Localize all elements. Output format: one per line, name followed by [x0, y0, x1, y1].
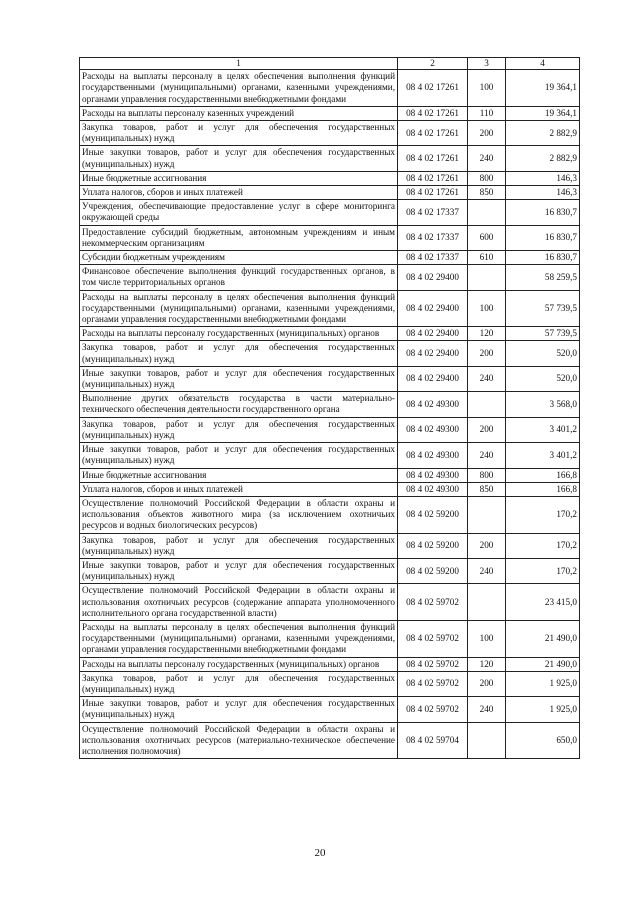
row-expense-type-cell: 120	[468, 327, 506, 341]
row-amount-cell: 21 490,0	[506, 657, 580, 671]
row-code-cell: 08 4 02 49300	[398, 482, 468, 496]
row-name-cell: Уплата налогов, сборов и иных платежей	[80, 482, 398, 496]
row-name-cell: Субсидии бюджетным учреждениям	[80, 251, 398, 265]
row-amount-cell: 16 830,7	[506, 251, 580, 265]
row-expense-type-cell: 240	[468, 558, 506, 583]
row-code-cell: 08 4 02 59200	[398, 558, 468, 583]
table-row	[80, 366, 580, 391]
budget-table-container	[79, 57, 579, 759]
row-expense-type-cell: 800	[468, 171, 506, 185]
row-expense-type-cell: 200	[468, 341, 506, 366]
row-code-cell: 08 4 02 59702	[398, 584, 468, 621]
column-header-expense-type: 3	[468, 58, 506, 70]
row-expense-type-cell: 200	[468, 533, 506, 558]
row-code-cell: 08 4 02 59702	[398, 697, 468, 722]
row-name-cell: Закупка товаров, работ и услуг для обеспечения государственных (муниципальных) нужд	[80, 341, 398, 366]
row-amount-cell: 3 401,2	[506, 417, 580, 442]
row-name-cell: Закупка товаров, работ и услуг для обеспечения государственных (муниципальных) нужд	[80, 121, 398, 146]
row-name-cell: Осуществление полномочий Российской Федерации в области охраны и использования объектов животного мира (за исключением охотничьих ресурсов и водных биологических ресурсов)	[80, 496, 398, 533]
row-amount-cell: 23 415,0	[506, 584, 580, 621]
column-header-amount: 4	[506, 58, 580, 70]
row-code-cell: 08 4 02 29400	[398, 327, 468, 341]
row-expense-type-cell	[468, 265, 506, 290]
table-body	[80, 70, 580, 759]
row-code-cell: 08 4 02 49300	[398, 468, 468, 482]
row-amount-cell: 1 925,0	[506, 671, 580, 696]
table-row	[80, 722, 580, 759]
row-code-cell: 08 4 02 17261	[398, 121, 468, 146]
row-amount-cell: 2 882,9	[506, 146, 580, 171]
row-name-cell: Иные закупки товаров, работ и услуг для обеспечения государственных (муниципальных) нужд	[80, 558, 398, 583]
budget-table	[79, 57, 580, 759]
row-amount-cell: 3 401,2	[506, 443, 580, 468]
row-code-cell: 08 4 02 29400	[398, 341, 468, 366]
row-amount-cell: 16 830,7	[506, 225, 580, 250]
row-code-cell: 08 4 02 49300	[398, 392, 468, 417]
row-name-cell: Иные закупки товаров, работ и услуг для обеспечения государственных (муниципальных) нужд	[80, 146, 398, 171]
column-header-name: 1	[80, 58, 398, 70]
row-name-cell: Осуществление полномочий Российской Федерации в области охраны и использования охотничьих ресурсов (содержание аппарата уполномоченного исполнительного органа государственной власти)	[80, 584, 398, 621]
row-code-cell: 08 4 02 29400	[398, 265, 468, 290]
row-amount-cell: 170,2	[506, 558, 580, 583]
table-row	[80, 265, 580, 290]
table-row	[80, 171, 580, 185]
row-name-cell: Иные закупки товаров, работ и услуг для обеспечения государственных (муниципальных) нужд	[80, 443, 398, 468]
row-amount-cell: 170,2	[506, 496, 580, 533]
row-amount-cell: 650,0	[506, 722, 580, 759]
row-amount-cell: 57 739,5	[506, 290, 580, 327]
row-code-cell: 08 4 02 49300	[398, 443, 468, 468]
table-row	[80, 70, 580, 107]
row-amount-cell: 58 259,5	[506, 265, 580, 290]
row-name-cell: Выполнение других обязательств государства в части материально-технического обеспечения деятельности государственного органа	[80, 392, 398, 417]
row-amount-cell: 520,0	[506, 341, 580, 366]
row-expense-type-cell	[468, 722, 506, 759]
row-code-cell: 08 4 02 59704	[398, 722, 468, 759]
row-expense-type-cell: 240	[468, 366, 506, 391]
row-amount-cell: 520,0	[506, 366, 580, 391]
table-row	[80, 671, 580, 696]
row-name-cell: Расходы на выплаты персоналу государственных (муниципальных) органов	[80, 657, 398, 671]
table-row	[80, 290, 580, 327]
row-amount-cell: 19 364,1	[506, 70, 580, 107]
row-expense-type-cell: 100	[468, 70, 506, 107]
row-expense-type-cell	[468, 496, 506, 533]
table-row	[80, 496, 580, 533]
row-name-cell: Предоставление субсидий бюджетным, автономным учреждениям и иным некоммерческим организациям	[80, 225, 398, 250]
table-row	[80, 620, 580, 657]
table-row	[80, 558, 580, 583]
table-row	[80, 200, 580, 225]
row-name-cell: Закупка товаров, работ и услуг для обеспечения государственных (муниципальных) нужд	[80, 671, 398, 696]
row-amount-cell: 57 739,5	[506, 327, 580, 341]
table-row	[80, 225, 580, 250]
row-code-cell: 08 4 02 17261	[398, 106, 468, 120]
row-code-cell: 08 4 02 59702	[398, 657, 468, 671]
row-code-cell: 08 4 02 17261	[398, 186, 468, 200]
row-name-cell: Расходы на выплаты персоналу казенных учреждений	[80, 106, 398, 120]
row-name-cell: Иные закупки товаров, работ и услуг для обеспечения государственных (муниципальных) нужд	[80, 366, 398, 391]
row-code-cell: 08 4 02 59200	[398, 533, 468, 558]
table-row	[80, 106, 580, 120]
row-name-cell: Иные бюджетные ассигнования	[80, 171, 398, 185]
table-row	[80, 186, 580, 200]
table-row	[80, 584, 580, 621]
row-code-cell: 08 4 02 59200	[398, 496, 468, 533]
row-expense-type-cell: 100	[468, 620, 506, 657]
row-expense-type-cell: 200	[468, 417, 506, 442]
row-amount-cell: 146,3	[506, 171, 580, 185]
row-name-cell: Расходы на выплаты персоналу в целях обеспечения выполнения функций государственными (муниципальными) органами, казенными учреждениями, органами управления государственными внебюджетными фондами	[80, 70, 398, 107]
row-code-cell: 08 4 02 17261	[398, 171, 468, 185]
row-amount-cell: 21 490,0	[506, 620, 580, 657]
row-amount-cell: 16 830,7	[506, 200, 580, 225]
table-header-row	[80, 58, 580, 70]
row-name-cell: Расходы на выплаты персоналу в целях обеспечения выполнения функций государственными (муниципальными) органами, казенными учреждениями, органами управления государственными внебюджетными фондами	[80, 290, 398, 327]
row-expense-type-cell: 240	[468, 443, 506, 468]
row-expense-type-cell: 240	[468, 146, 506, 171]
table-row	[80, 657, 580, 671]
column-header-code: 2	[398, 58, 468, 70]
row-amount-cell: 3 568,0	[506, 392, 580, 417]
row-code-cell: 08 4 02 17261	[398, 70, 468, 107]
table-row	[80, 327, 580, 341]
row-code-cell: 08 4 02 49300	[398, 417, 468, 442]
row-name-cell: Осуществление полномочий Российской Федерации в области охраны и использования охотничьих ресурсов (материально-техническое обеспечение исполнения полномочия)	[80, 722, 398, 759]
table-row	[80, 121, 580, 146]
row-name-cell: Финансовое обеспечение выполнения функций государственных органов, в том числе территориальных органов	[80, 265, 398, 290]
row-name-cell: Закупка товаров, работ и услуг для обеспечения государственных (муниципальных) нужд	[80, 533, 398, 558]
row-name-cell: Иные бюджетные ассигнования	[80, 468, 398, 482]
row-expense-type-cell: 610	[468, 251, 506, 265]
row-expense-type-cell: 850	[468, 186, 506, 200]
row-code-cell: 08 4 02 17337	[398, 200, 468, 225]
table-row	[80, 341, 580, 366]
row-amount-cell: 19 364,1	[506, 106, 580, 120]
row-expense-type-cell: 110	[468, 106, 506, 120]
row-code-cell: 08 4 02 17337	[398, 225, 468, 250]
row-code-cell: 08 4 02 17261	[398, 146, 468, 171]
row-expense-type-cell: 850	[468, 482, 506, 496]
row-code-cell: 08 4 02 59702	[398, 620, 468, 657]
table-row	[80, 251, 580, 265]
row-expense-type-cell	[468, 392, 506, 417]
row-expense-type-cell: 120	[468, 657, 506, 671]
row-expense-type-cell: 100	[468, 290, 506, 327]
row-name-cell: Учреждения, обеспечивающие предоставление услуг в сфере мониторинга окружающей среды	[80, 200, 398, 225]
row-expense-type-cell	[468, 584, 506, 621]
row-expense-type-cell	[468, 200, 506, 225]
row-expense-type-cell: 600	[468, 225, 506, 250]
row-amount-cell: 2 882,9	[506, 121, 580, 146]
table-row	[80, 443, 580, 468]
table-row	[80, 697, 580, 722]
row-name-cell: Расходы на выплаты персоналу государственных (муниципальных) органов	[80, 327, 398, 341]
row-amount-cell: 170,2	[506, 533, 580, 558]
page-number: 20	[314, 847, 326, 859]
row-name-cell: Закупка товаров, работ и услуг для обеспечения государственных (муниципальных) нужд	[80, 417, 398, 442]
table-row	[80, 533, 580, 558]
row-name-cell: Уплата налогов, сборов и иных платежей	[80, 186, 398, 200]
table-row	[80, 417, 580, 442]
row-code-cell: 08 4 02 29400	[398, 290, 468, 327]
row-amount-cell: 166,8	[506, 482, 580, 496]
row-name-cell: Иные закупки товаров, работ и услуг для обеспечения государственных (муниципальных) нужд	[80, 697, 398, 722]
table-row	[80, 392, 580, 417]
row-expense-type-cell: 200	[468, 671, 506, 696]
table-row	[80, 146, 580, 171]
row-code-cell: 08 4 02 29400	[398, 366, 468, 391]
row-amount-cell: 166,8	[506, 468, 580, 482]
row-code-cell: 08 4 02 17337	[398, 251, 468, 265]
table-row	[80, 482, 580, 496]
row-code-cell: 08 4 02 59702	[398, 671, 468, 696]
table-row	[80, 468, 580, 482]
row-expense-type-cell: 240	[468, 697, 506, 722]
row-amount-cell: 1 925,0	[506, 697, 580, 722]
row-expense-type-cell: 800	[468, 468, 506, 482]
row-expense-type-cell: 200	[468, 121, 506, 146]
row-name-cell: Расходы на выплаты персоналу в целях обеспечения выполнения функций государственными (муниципальными) органами, казенными учреждениями, органами управления государственными внебюджетными фондами	[80, 620, 398, 657]
row-amount-cell: 146,3	[506, 186, 580, 200]
